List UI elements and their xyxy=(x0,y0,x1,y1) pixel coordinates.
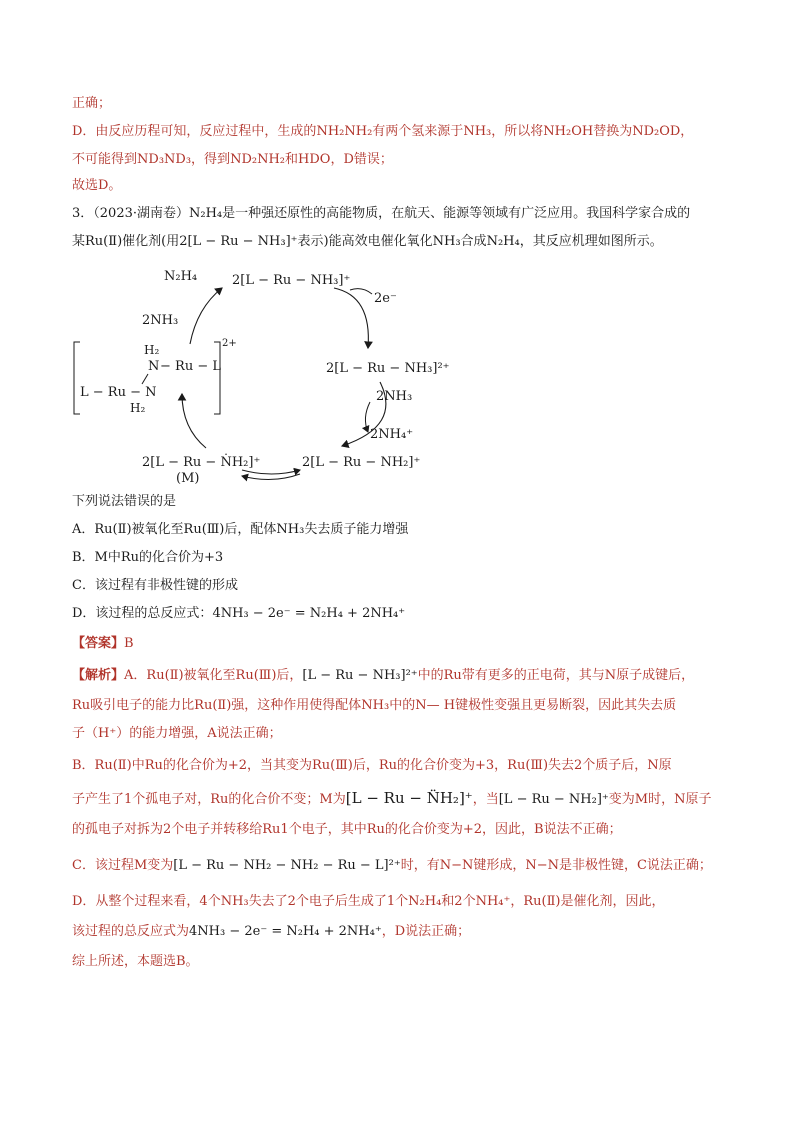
analysis-a-line-2 xyxy=(72,696,676,716)
arc-arrow-top-left xyxy=(190,288,222,344)
option-c xyxy=(72,576,238,596)
chem-formula: N₂H₄ xyxy=(189,206,223,221)
text: 合成 xyxy=(460,234,487,249)
text: ，D说法正确； xyxy=(381,924,471,939)
chem-formula: NH₃ xyxy=(432,234,461,249)
option-b xyxy=(72,548,223,568)
dimer-h2-top: H₂ xyxy=(144,343,160,357)
question-number: 3．（2023·湖南卷） xyxy=(72,206,189,221)
answer-line xyxy=(72,634,134,654)
chem-formula: [L − Ru − N̈H₂]⁺ xyxy=(345,789,473,807)
chem-formula: 2[L − Ru − NH₃]⁺ xyxy=(179,234,298,249)
dimer-bracket-left xyxy=(74,342,80,414)
text: 是一种强还原性的高能物质，在航天、能源等领域有广泛应用。我国科学家合成的 xyxy=(222,206,691,221)
text: ，得到 xyxy=(191,152,231,167)
text: 该过程的总反应式为 xyxy=(72,924,190,939)
chem-formula: HDO xyxy=(298,152,331,167)
prev-line-1 xyxy=(72,94,111,114)
analysis-c-line xyxy=(72,856,712,876)
two-nh4-label: 2NH₄⁺ xyxy=(370,427,414,442)
analysis-tag: 【解析】 xyxy=(72,668,125,683)
option-a xyxy=(72,520,408,540)
chem-formula: NH₂OH xyxy=(543,124,594,139)
chem-formula: [L − Ru − NH₃]²⁺ xyxy=(302,668,418,683)
analysis-a-line-1 xyxy=(72,666,694,686)
text: ，所以将 xyxy=(491,124,544,139)
chem-formula: [L − Ru − NH₂]⁺ xyxy=(498,792,609,807)
chem-formula: NH₃ xyxy=(463,124,492,139)
text: 某Ru(Ⅱ)催化剂(用 xyxy=(72,234,180,249)
text: C．该过程M变为 xyxy=(72,858,174,873)
text: 子（H⁺）的能力增强，A说法正确； xyxy=(72,726,282,741)
two-nh3-right-label: 2NH₃ xyxy=(376,389,413,404)
analysis-d-line-1 xyxy=(72,892,665,912)
text: B．M中Ru的化合价为+3 xyxy=(72,550,224,565)
two-e-branch xyxy=(350,289,372,294)
answer-value: B xyxy=(124,636,134,651)
text: 时，有N−N键形成，N−N是非极性键，C说法正确； xyxy=(400,858,712,873)
bottom-left-complex-label: 2[L − Ru − ṄH₂]⁺ xyxy=(142,455,261,470)
question-line-2 xyxy=(72,232,663,252)
analysis-d-line-2 xyxy=(72,922,470,942)
chem-formula: ND₃ND₃ xyxy=(137,152,192,167)
bottom-right-complex-label: 2[L − Ru − NH₂]⁺ xyxy=(302,455,421,470)
top-complex-label: 2[L − Ru − NH₃]⁺ xyxy=(232,273,351,288)
chem-formula: ND₂OD xyxy=(632,124,681,139)
text: ，D错误； xyxy=(330,152,393,167)
right-complex-label: 2[L − Ru − NH₃]²⁺ xyxy=(326,361,450,376)
text: 综上所述，本题选B。 xyxy=(72,954,199,969)
text: D．从整个过程来看，4个NH₃失去了2个电子后生成了1个N₂H₄和2个NH₄⁺，Ru(Ⅱ)是催化剂，因此， xyxy=(72,894,665,909)
question-stem xyxy=(72,492,176,512)
analysis-b-line-2 xyxy=(72,788,711,810)
question-line-1 xyxy=(72,204,690,224)
text: 和 xyxy=(285,152,299,167)
reaction-mechanism-diagram xyxy=(72,260,452,486)
equilibrium-arrow-forward xyxy=(242,470,300,474)
text: C．该过程有非极性键的形成 xyxy=(72,578,238,593)
chem-formula: ND₂NH₂ xyxy=(230,152,285,167)
dimer-n-top: N xyxy=(148,359,160,374)
two-e-label: 2e⁻ xyxy=(374,291,397,306)
equilibrium-arrow-back xyxy=(242,474,300,480)
arc-arrow-bottom-left xyxy=(182,394,206,448)
text: ，当 xyxy=(472,792,499,807)
text: 的孤电子对拆为2个电子并转移给Ru1个电子，其中Ru的化合价变为+2，因此，B说法不正确； xyxy=(72,822,622,837)
dimer-h2-bottom: H₂ xyxy=(130,401,146,415)
text: A．Ru(Ⅱ)被氧化至Ru(Ⅲ)后，配体 xyxy=(72,522,277,537)
dimer-ru-l: − Ru − L xyxy=(160,359,221,374)
chem-formula: NH₂NH₂ xyxy=(316,124,373,139)
prev-line-3 xyxy=(72,150,393,170)
prev-line-4 xyxy=(72,176,121,196)
chem-formula: [L − Ru − NH₂ − NH₂ − Ru − L]²⁺ xyxy=(173,858,401,873)
dimer-l-ru: L − Ru − N xyxy=(80,385,157,400)
text: B．Ru(Ⅱ)中Ru的化合价为+2，当其变为Ru(Ⅲ)后，Ru的化合价变为+3，Ru(Ⅲ)失去2个质子后，N原 xyxy=(72,758,672,773)
chem-formula: N₂H₄ xyxy=(486,234,520,249)
text: D．该过程的总反应式： xyxy=(72,606,213,621)
text: 不可能得到 xyxy=(72,152,138,167)
m-label: (M) xyxy=(176,471,200,486)
answer-tag: 【答案】 xyxy=(72,636,125,651)
two-nh3-left-label: 2NH₃ xyxy=(142,313,179,328)
dimer-n-n-bond xyxy=(142,374,148,384)
text: ， xyxy=(680,124,694,139)
text: 中的Ru带有更多的正电荷，其与N原子成键后， xyxy=(417,668,695,683)
analysis-a-line-3 xyxy=(72,724,282,744)
text: 有两个氢来源于 xyxy=(372,124,464,139)
text: 子产生了1个孤电子对，Ru的化合价不变；M为 xyxy=(72,792,346,807)
n2h4-label: N₂H₄ xyxy=(164,269,198,284)
analysis-end xyxy=(72,952,199,972)
text: Ru吸引电子的能力比Ru(Ⅱ)强，这种作用使得配体NH₃中的N— H键极性变强且更易断裂，因此其失去质 xyxy=(72,698,677,713)
text: 变为M时，N原子 xyxy=(608,792,712,807)
text: 表示)能高效电催化氧化 xyxy=(297,234,433,249)
dimer-bracket-right xyxy=(214,342,220,414)
text: ，其反应机理如图所示。 xyxy=(519,234,663,249)
text: 失去质子能力增强 xyxy=(304,522,409,537)
arc-arrow-top-right xyxy=(334,288,368,348)
chem-equation: 4NH₃ − 2e⁻ = N₂H₄ + 2NH₄⁺ xyxy=(212,606,406,621)
text: 替换为 xyxy=(593,124,633,139)
text: A．Ru(Ⅱ)被氧化至Ru(Ⅲ)后， xyxy=(124,668,303,683)
text: 正确； xyxy=(72,96,112,111)
chem-formula: NH₃ xyxy=(276,522,305,537)
text: D．由反应历程可知，反应过程中，生成的 xyxy=(72,124,317,139)
analysis-b-line-3 xyxy=(72,820,622,840)
chem-equation: 4NH₃ − 2e⁻ = N₂H₄ + 2NH₄⁺ xyxy=(189,924,382,939)
dimer-charge: 2+ xyxy=(222,338,237,349)
text: 故选D。 xyxy=(72,178,122,193)
analysis-b-line-1 xyxy=(72,756,672,776)
text: 下列说法错误的是 xyxy=(72,494,177,509)
prev-line-2 xyxy=(72,122,693,142)
option-d xyxy=(72,604,405,624)
